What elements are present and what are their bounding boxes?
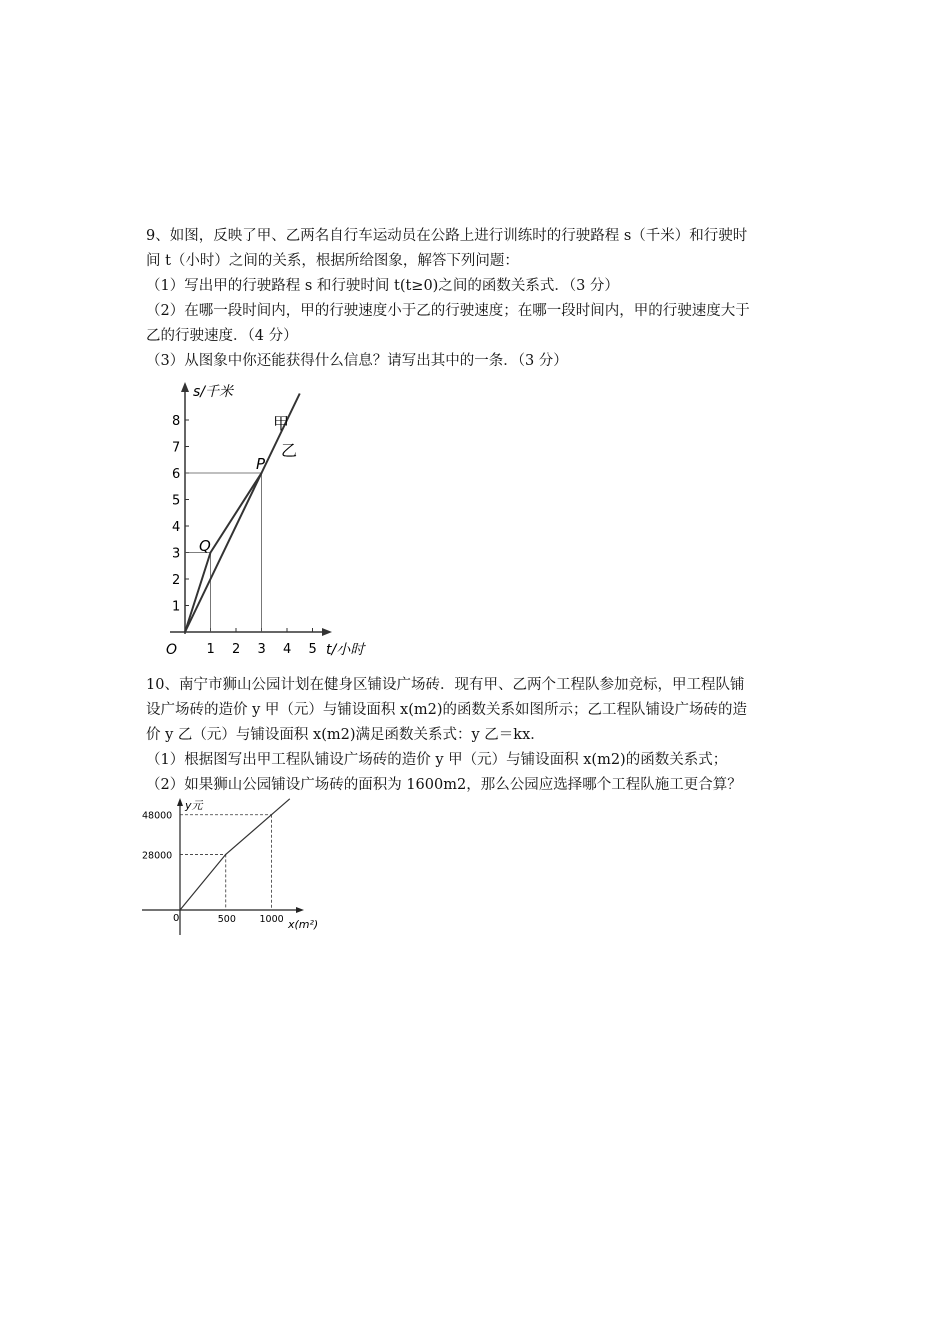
x-tick-label: 5 (308, 642, 317, 657)
q9-line-2: 间 t（小时）之间的关系，根据所给图象，解答下列问题： (146, 253, 519, 269)
q9-line-4: （2）在哪一段时间内，甲的行驶速度小于乙的行驶速度；在哪一段时间内，甲的行驶速度大于 (146, 303, 750, 319)
y-tick-label: 4 (172, 520, 181, 535)
y-tick-group (172, 414, 189, 615)
y-tick-label: 6 (172, 467, 181, 482)
q10-line-3: 价 y 乙（元）与铺设面积 x(m2)满足函数关系式：y 乙＝kx． (146, 727, 545, 743)
q10-line-5: （2）如果狮山公园铺设广场砖的面积为 1600m2，那么公园应选择哪个工程队施工更合算？ (146, 777, 742, 793)
question-10 (146, 673, 811, 798)
q9-line-1: 9、如图，反映了甲、乙两名自行车运动员在公路上进行训练时的行驶路程 s（千米）和行驶时 (146, 228, 748, 244)
y-axis-arrow (177, 798, 183, 806)
question-9 (146, 224, 811, 374)
x-tick-label: 3 (257, 642, 266, 657)
series-jia-label: 甲 (273, 414, 290, 433)
q9-line-3: （1）写出甲的行驶路程 s 和行驶时间 t(t≥0)之间的函数关系式．（3 分） (146, 278, 619, 294)
q9-line-5: 乙的行驶速度．（4 分） (146, 328, 298, 344)
x-tick-label: 1000 (259, 914, 284, 925)
y-axis-label: s/千米 (193, 384, 234, 400)
point-p-label: P (256, 455, 266, 473)
y-tick-label: 7 (172, 440, 181, 456)
y-tick-label: 2 (172, 573, 181, 588)
x-axis-label: x(m²) (288, 918, 319, 931)
y-tick-label: 28000 (142, 850, 173, 862)
y-tick-label: 1 (172, 599, 181, 615)
x-tick-label: 1 (206, 642, 215, 657)
x-axis-label: t/小时 (326, 642, 365, 658)
x-axis-arrow (322, 628, 332, 636)
cost-area-graph (138, 795, 338, 940)
x-tick-label: 2 (232, 642, 241, 657)
origin-label: O (166, 642, 178, 658)
q10-line-2: 设广场砖的造价 y 甲（元）与铺设面积 x(m2)的函数关系如图所示；乙工程队铺设广场砖的造 (146, 702, 747, 718)
point-q-label: Q (199, 537, 211, 555)
y-axis-label: y元 (185, 799, 203, 812)
x-axis-arrow (296, 907, 304, 913)
y-tick-label: 5 (172, 493, 181, 509)
distance-time-graph (160, 376, 375, 666)
series-yi-label: 乙 (281, 441, 298, 460)
y-tick-label: 48000 (142, 810, 173, 822)
q10-line-1: 10、南宁市狮山公园计划在健身区铺设广场砖．现有甲、乙两个工程队参加竞标，甲工程队铺 (146, 677, 745, 693)
y-tick-label: 3 (172, 546, 181, 562)
y-axis-arrow (181, 382, 189, 392)
tick-group (142, 811, 284, 925)
q9-line-6: （3）从图象中你还能获得什么信息？请写出其中的一条．（3 分） (146, 353, 568, 369)
x-tick-label: 4 (283, 642, 292, 657)
x-tick-label: 500 (217, 914, 236, 925)
y-tick-label: 8 (172, 414, 181, 429)
origin-label: 0 (173, 913, 180, 924)
q10-line-4: （1）根据图写出甲工程队铺设广场砖的造价 y 甲（元）与铺设面积 x(m2)的函数关系式； (146, 752, 728, 768)
